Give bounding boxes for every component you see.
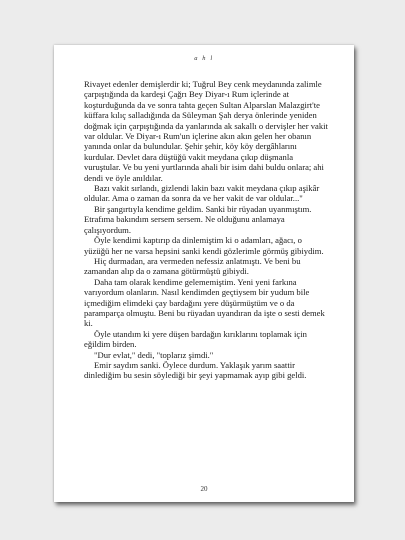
page-number: 20 [200, 485, 208, 493]
paragraph: Öyle kendimi kaptırıp da dinlemiştim ki o adamları, ağacı, o yüzüğü her ne varsa hepsini sanki kendi gözlerimle görmüş gibiydim. [84, 235, 324, 256]
paragraph: Bazı vakit sırlandı, gizlendi lakin bazı vakit meydana çıkıp aşikâr oldular. Ama o zaman da sonra da ve her vakit de var oldular..." [84, 183, 320, 204]
body-text [84, 79, 328, 381]
paragraph: Öyle utandım ki yere düşen bardağın kırıklarını toplamak için eğildim birden. [84, 328, 307, 350]
running-head: a h l [194, 55, 214, 62]
paragraph: Bir şangırtıyla kendime geldim. Sanki bir rüyadan uyanmıştım. Etrafıma bakındım sersem sersem. Ne olduğunu anlamaya çalışıyordum. [84, 203, 312, 235]
paragraph: Hiç durmadan, ara vermeden nefessiz anlatmıştı. Ve beni bu zamandan alıp da o zamana götürmüştü gibiydi. [84, 255, 301, 277]
paragraph: Rivayet edenler demişlerdir ki; Tuğrul Bey cenk meydanında zalimle çarpıştığında da kardeşi Çağrı Bey Diyar-ı Rum içlerinde at koşturduğunda da ve sonra tahta geçen Sultan Alparslan Malazgirt'te küffara kılıç salladığında da Süleyman Şah derya önlerinde yeniden doğmak için çarpıştığında da yanlarında ak sakallı o dervişler her vakit var oldular. Ve Diyar-ı Rum'un içlerine akın akın gelen her obanın yanında onlar da bulundular. Şehir şehir, köy köy dergâhlarını kurdular. Devlet dara düştüğü vakit meydana çıkıp düşmanla vuruştular. Ve bu yeni yurtlarında ahali bir isim dahi buldu onlara; ahi dendi ve öyle anıldılar. [84, 79, 328, 183]
book-page [54, 45, 354, 502]
paragraph: Daha tam olarak kendime gelememiştim. Yeni yeni farkına varıyordum olanların. Nasıl kendimden geçtiysem bir yudum bile içmediğim elimdeki çay bardağını yere düşürmüştüm ve o da paramparça olmuştu. Beni bu rüyadan uyandıran da işte o sesti demek ki. [84, 276, 325, 329]
paragraph: "Dur evlat," dedi, "toplarız şimdi." [94, 349, 214, 360]
paragraph: Emir saydım sanki. Öylece durdum. Yaklaşık yarım saattir dinlediğim bu sesin söylediği bir şeyi yapmamak ayıp gibi geldi. [84, 359, 307, 381]
